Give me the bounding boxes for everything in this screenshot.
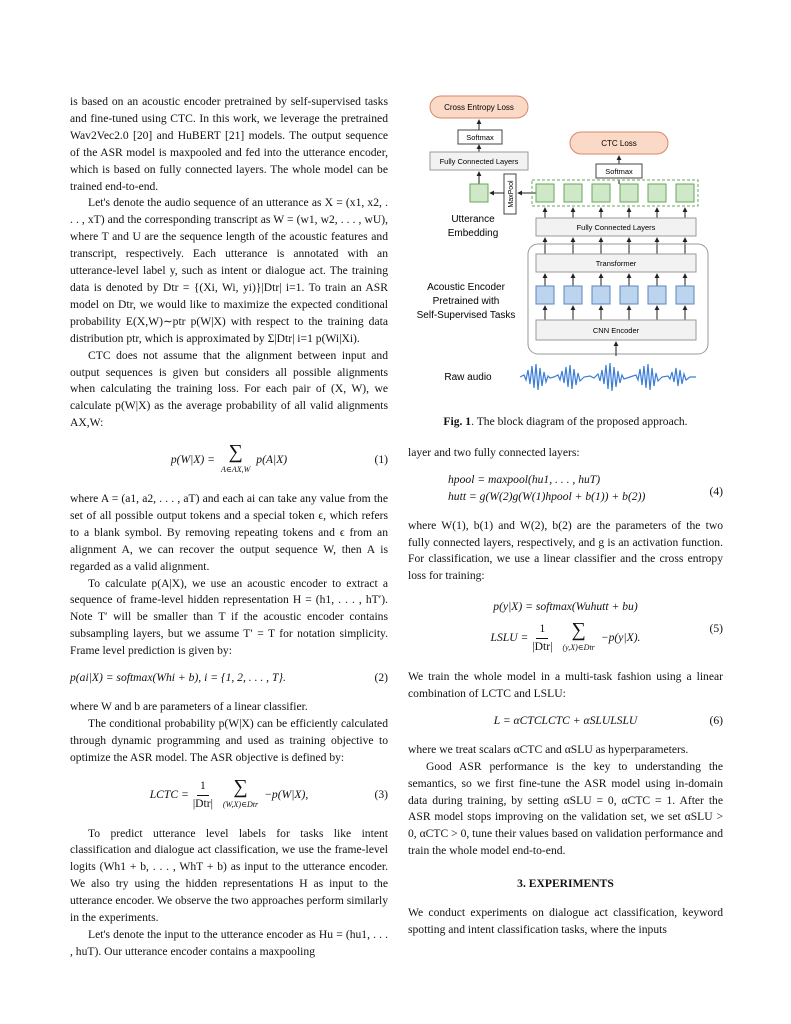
section-heading: 3. EXPERIMENTS [517,877,614,891]
equation-3 [70,777,388,814]
eq1-sum: ∑ A∈AX,W [221,442,250,479]
caption-text: . The block diagram of the proposed approach. [471,415,688,428]
block-diagram-svg [408,94,723,404]
eq5b-fraction [532,621,552,656]
eq5b-frac-top: 1 [536,621,548,639]
raw-audio-label: Raw audio [444,372,492,383]
eq5b-sum-under: (y,X)∈Dtr [562,643,595,653]
eq5b-lhs: LSLU = [490,631,529,645]
blue-to-transformer-arrows [545,274,685,286]
paragraph-linear: where W and b are parameters of a linear classifier. [70,700,308,713]
paragraph-multitask: We train the whole model in a multi-task fashion using a linear combination of LCTC and LSLU: [408,670,723,700]
softmax-left-label: Softmax [466,133,494,142]
eq5b-frac-bottom: |Dtr| [532,640,553,654]
eq1-number: (1) [374,453,388,467]
maxpool-label: MaxPool [508,180,515,208]
eq4b: hutt = g(W(2)g(W(1)hpool + b(1)) + b(2)) [448,489,646,503]
paragraph-notation: Let's denote the audio sequence of an utterance as X = (x1, x2, . . . , xT) and the corresponding transcript as W = (w1, w2, . . . , wU), where T and U are the sequence length of the acoustic features and transcript, respectively. Each utterance is annotated with an utterance-level label y, such as intent or dialogue act. The training data is denoted by Dtr = {(Xi, Wi, yi)}|Dtr| i=1. To train an ASR model on Dtr, we would like to maximize the expected conditional probability E(X,W)∼ptr p(W|X) with respect to the training data distribution ptr, which is approximated by Σ|Dtr| i=1 p(Wi|Xi). [70,196,388,345]
eq4a: hpool = maxpool(hu1, . . . , huT) [448,472,601,486]
eq5-number: (5) [709,622,723,636]
eq2-number: (2) [374,671,388,685]
equation-5 [408,599,723,657]
eq3-frac-top: 1 [197,778,209,796]
paragraph-hyperparams: where we treat scalars αCTC and αSLU as hyperparameters. [408,742,689,756]
eq3-frac-bottom: |Dtr| [192,796,213,810]
cnn-to-blue-arrows [545,306,685,320]
eq3-fraction [193,778,213,813]
utterance-embedding-box [470,184,488,202]
feature-vectors-row [536,286,694,304]
equation-1 [70,442,388,479]
acoustic-label-3: Self-Supervised Tasks [416,310,516,321]
paragraph-layers: layer and two fully connected layers: [408,445,580,459]
eq5a: p(y|X) = softmax(Wuhutt + bu) [493,600,638,614]
utterance-label-1: Utterance [451,214,495,225]
paragraph-dp: The conditional probability p(W|X) can be efficiently calculated through dynamic programming and used as training objective to optimize the ASR model. The ASR objective is defined by: [70,716,388,764]
paragraph-asr-perf: Good ASR performance is the key to understanding the semantics, so we first fine-tune the ASR model using in-domain data during training, by setting αSLU = 0, αCTC = 1. After the ASR model stops improving on the validation set, we set αSLU > 0, αCTC > 0, tune their values based on validation performance and train the whole model end-to-end. [408,759,723,858]
left-column [70,94,388,961]
ctc-loss-label: CTC Loss [601,139,637,148]
right-column [408,94,723,939]
softmax-right-label: Softmax [605,167,633,176]
block-diagram [408,94,723,404]
eq5b-sum: ∑ (y,X)∈Dtr [562,620,594,657]
eq5b [491,620,641,657]
eq4-number: (4) [709,484,723,498]
paragraph-utterance: To predict utterance level labels for tasks like intent classification and dialogue act classification, we use the frame-level logits (Wh1 + b, . . . , WhT + b) as input to the utterance encoder. We also try using the hidden representations H as input to the utterance encoder. We observe the two approaches perform similarly in the experiments. [70,826,388,925]
equation-4 [408,472,723,506]
eq1-rhs: p(A|X) [256,453,288,467]
cross-entropy-label: Cross Entropy Loss [444,103,514,112]
eq1-sum-under: A∈AX,W [221,465,251,475]
encoder-to-fc-arrows [545,238,685,254]
equation-6 [408,713,723,730]
utterance-label-2: Embedding [447,228,499,239]
eq6-number: (6) [709,713,723,727]
eq5b-rhs: −p(y|X). [600,631,641,645]
waveform [520,363,696,391]
eq3-number: (3) [374,787,388,801]
fc-right-label: Fully Connected Layers [576,223,656,232]
transformer-label: Transformer [595,259,637,268]
paragraph-experiments: We conduct experiments on dialogue act classification, keyword spotting and intent classification tasks, where the inputs [408,906,723,936]
eq2-body: p(ai|X) = softmax(Whi + b), i = {1, 2, . . . , T}. [70,671,286,685]
ctc-output-row [532,180,698,206]
acoustic-label-1: Acoustic Encoder [427,282,505,293]
fc-left-label: Fully Connected Layers [439,157,519,166]
caption-label: Fig. 1 [443,415,472,428]
paragraph-alignment: where A = (a1, a2, . . . , aT) and each ai can take any value from the set of all possible output tokens and a special token ϵ, which refers to a blank symbol. By removing repeating tokens and ϵ from an alignment A, we can recover the output sequence W, then A is regarded as a valid alignment. [70,492,388,573]
eq3-sum-under: (W,X)∈Dtr [222,799,259,809]
eq1-lhs: p(W|X) = [170,453,216,467]
eq6-body: L = αCTCLCTC + αSLULSLU [493,713,638,727]
figure-caption [408,414,723,431]
paragraph-frame: To calculate p(A|X), we use an acoustic encoder to extract a sequence of frame-level hidden representation H = (h1, . . . , hT′). Note T′ will be smaller than T if the acoustic encoder contains subsampling layers, but we assume T′ = T for notation simplicity. Frame level prediction is given by: [70,576,388,658]
fc-right-arrows [545,208,685,218]
paragraph-intro: is based on an acoustic encoder pretrained by self-supervised tasks and fine-tuned using CTC. In this work, we leverage the pretrained Wav2Vec2.0 [20] and HuBERT [21] models. The output sequence of the ASR model is maxpooled and fed into the utterance encoder, which is based on fully connected layers. The whole model can be trained end-to-end. [70,95,388,193]
paragraph-input: Let's denote the input to the utterance encoder as Hu = (hu1, . . . , huT). Our utterance encoder contains a maxpooling [70,927,388,958]
paragraph-ctc: CTC does not assume that the alignment between input and output sequences is given but considers all possible alignments when calculating the training loss. For each pair of (X, W), we calculate p(W|X) as the average probability of all valid alignments AX,W: [70,348,388,430]
eq3-rhs: −p(W|X), [264,787,309,801]
eq3-lhs: LCTC = [149,787,189,801]
paragraph-fc-params: where W(1), b(1) and W(2), b(2) are the parameters of the two fully connected layers, respectively, and g is an activation function. For classification, we use a linear classifier and the cross entropy loss for training: [408,518,723,583]
cnn-encoder-label: CNN Encoder [592,326,640,335]
eq3-sum: ∑ (W,X)∈Dtr [223,777,258,814]
acoustic-label-2: Pretrained with [432,296,500,307]
equation-2 [70,670,388,687]
